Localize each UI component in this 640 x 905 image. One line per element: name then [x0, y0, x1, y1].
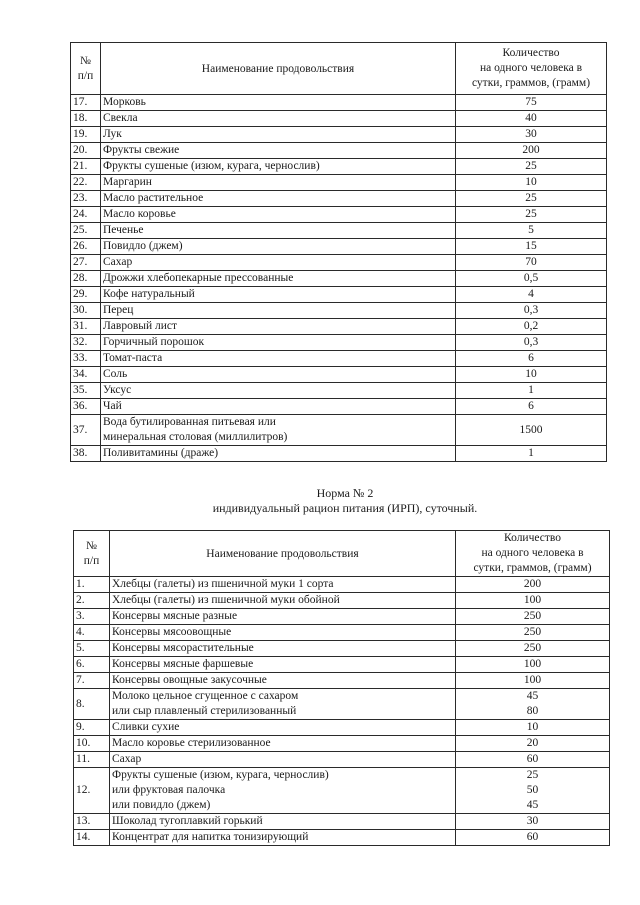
quantity-value: 200: [523, 578, 542, 590]
product-name: [101, 319, 456, 335]
table-row: [74, 720, 610, 736]
product-name: [110, 814, 456, 830]
table-row: [74, 641, 610, 657]
table-row: [71, 271, 607, 287]
quantity-grams: [456, 143, 607, 159]
product-name-line: Фрукты свежие: [103, 144, 180, 156]
table-row: [71, 111, 607, 127]
table-row: [71, 95, 607, 111]
quantity-value: 250: [523, 626, 542, 638]
quantity-value: 100: [523, 594, 542, 606]
row-number: 28.: [71, 271, 101, 287]
product-name-line: Томат-паста: [103, 352, 163, 364]
quantity-grams: [456, 303, 607, 319]
product-name-line: или повидло (джем): [112, 799, 211, 811]
quantity-grams: [456, 271, 607, 287]
quantity-grams: [456, 609, 610, 625]
row-number: 5.: [74, 641, 110, 657]
product-name: [101, 446, 456, 462]
row-number: 13.: [74, 814, 110, 830]
product-name: [101, 95, 456, 111]
product-name-line: Маргарин: [103, 176, 152, 188]
row-number: 32.: [71, 335, 101, 351]
table-row: [71, 127, 607, 143]
table-row: [74, 593, 610, 609]
table-row: [71, 159, 607, 175]
quantity-grams: [456, 351, 607, 367]
product-name: [101, 335, 456, 351]
quantity-grams: [456, 720, 610, 736]
table-row: [74, 657, 610, 673]
product-name: [110, 641, 456, 657]
product-name-line: Масло коровье стерилизованное: [112, 737, 271, 749]
product-name-line: Лавровый лист: [103, 320, 178, 332]
row-number: 21.: [71, 159, 101, 175]
row-number: 37.: [71, 415, 101, 446]
header-number-line: №: [86, 539, 97, 552]
table-row: [74, 752, 610, 768]
row-number: 38.: [71, 446, 101, 462]
quantity-value: 80: [526, 705, 539, 717]
table-row: [71, 446, 607, 462]
table-header-row: [71, 43, 607, 95]
product-name-line: Поливитамины (драже): [103, 447, 219, 459]
product-name: [101, 271, 456, 287]
product-name: [110, 625, 456, 641]
quantity-grams: [456, 593, 610, 609]
quantity-value: 1: [528, 447, 534, 459]
quantity-grams: [456, 415, 607, 446]
product-name-line: Шоколад тугоплавкий горький: [112, 815, 263, 827]
product-name: [110, 593, 456, 609]
table-row: [71, 415, 607, 446]
product-name: [101, 415, 456, 446]
product-name: [110, 657, 456, 673]
product-name-line: Морковь: [103, 96, 146, 108]
product-name: [101, 367, 456, 383]
product-name: [101, 383, 456, 399]
header-number: [74, 531, 110, 577]
product-name-line: Сливки сухие: [112, 721, 180, 733]
quantity-grams: [456, 127, 607, 143]
product-name: [101, 287, 456, 303]
row-number: 4.: [74, 625, 110, 641]
table-row: [71, 335, 607, 351]
quantity-grams: [456, 399, 607, 415]
header-quantity-line: на одного человека в: [479, 62, 583, 74]
product-name: [110, 609, 456, 625]
product-name-line: Консервы мясоовощные: [112, 626, 232, 638]
norm2-heading: [150, 486, 540, 516]
row-number: 7.: [74, 673, 110, 689]
product-name-line: или фруктовая палочка: [112, 784, 226, 796]
quantity-grams: [456, 446, 607, 462]
table-row: [71, 207, 607, 223]
table-row: [74, 689, 610, 720]
product-name: [110, 768, 456, 814]
row-number: 30.: [71, 303, 101, 319]
product-name: [101, 207, 456, 223]
product-name: [101, 127, 456, 143]
row-number: 19.: [71, 127, 101, 143]
product-name: [110, 689, 456, 720]
norm1-table-continued: [70, 42, 607, 462]
product-name-line: Консервы мясные разные: [112, 610, 238, 622]
row-number: 35.: [71, 383, 101, 399]
row-number: 17.: [71, 95, 101, 111]
quantity-value: 30: [525, 128, 537, 140]
header-number-line: п/п: [83, 554, 100, 567]
quantity-grams: [456, 159, 607, 175]
row-number: 26.: [71, 239, 101, 255]
quantity-value: 6: [528, 352, 534, 364]
header-quantity-line: сутки, граммов, (грамм): [473, 562, 592, 574]
row-number: 29.: [71, 287, 101, 303]
product-name-line: Фрукты сушеные (изюм, курага, чернослив): [112, 769, 329, 781]
table-header-row: [74, 531, 610, 577]
table-row: [71, 175, 607, 191]
quantity-value: 0,3: [523, 336, 539, 348]
table-row: [71, 383, 607, 399]
product-name: [110, 577, 456, 593]
table-row: [71, 239, 607, 255]
header-product-name: Наименование продовольствия: [110, 531, 456, 577]
product-name: [101, 351, 456, 367]
product-name-line: Перец: [103, 304, 134, 316]
product-name: [101, 191, 456, 207]
table-row: [74, 768, 610, 814]
quantity-grams: [456, 111, 607, 127]
quantity-value: 100: [523, 674, 542, 686]
norm2-table: [73, 530, 610, 846]
quantity-value: 40: [525, 112, 537, 124]
quantity-value: 30: [526, 815, 539, 827]
table-row: [71, 319, 607, 335]
quantity-value: 20: [526, 737, 539, 749]
product-name: [101, 399, 456, 415]
quantity-value: 45: [526, 690, 539, 702]
header-quantity-line: сутки, граммов, (грамм): [471, 77, 591, 89]
product-name-line: Лук: [103, 128, 122, 140]
quantity-value: 250: [523, 610, 542, 622]
product-name-line: Дрожжи хлебопекарные прессованные: [103, 272, 294, 284]
product-name-line: Сахар: [112, 753, 142, 765]
quantity-value: 45: [526, 799, 539, 811]
quantity-grams: [456, 255, 607, 271]
table-row: [74, 609, 610, 625]
quantity-grams: [456, 239, 607, 255]
quantity-grams: [456, 641, 610, 657]
table-row: [71, 255, 607, 271]
quantity-value: 0,3: [523, 304, 539, 316]
quantity-grams: [456, 383, 607, 399]
quantity-value: 25: [526, 769, 539, 781]
row-number: 18.: [71, 111, 101, 127]
header-quantity: [456, 531, 610, 577]
product-name-line: Соль: [103, 368, 128, 380]
table-row: [71, 143, 607, 159]
quantity-grams: [456, 736, 610, 752]
quantity-value: 6: [528, 400, 534, 412]
row-number: 33.: [71, 351, 101, 367]
quantity-grams: [456, 657, 610, 673]
row-number: 36.: [71, 399, 101, 415]
quantity-grams: [456, 95, 607, 111]
table-row: [74, 625, 610, 641]
header-quantity-line: Количество: [504, 532, 561, 544]
product-name-line: Печенье: [103, 224, 144, 236]
table-row: [71, 223, 607, 239]
header-quantity-line: Количество: [502, 47, 560, 59]
product-name: [101, 255, 456, 271]
row-number: 11.: [74, 752, 110, 768]
quantity-grams: [456, 752, 610, 768]
quantity-grams: [456, 689, 610, 720]
quantity-grams: [456, 577, 610, 593]
table-row: [71, 303, 607, 319]
product-name: [101, 303, 456, 319]
row-number: 8.: [74, 689, 110, 720]
header-quantity-line: на одного человека в: [481, 547, 584, 559]
quantity-grams: [456, 335, 607, 351]
product-name-line: Масло растительное: [103, 192, 204, 204]
row-number: 1.: [74, 577, 110, 593]
product-name-line: Фрукты сушеные (изюм, курага, чернослив): [103, 160, 320, 172]
product-name-line: Кофе натуральный: [103, 288, 195, 300]
product-name-line: Консервы овощные закусочные: [112, 674, 267, 686]
quantity-grams: [456, 207, 607, 223]
quantity-value: 10: [525, 368, 537, 380]
product-name: [101, 223, 456, 239]
quantity-value: 15: [525, 240, 537, 252]
row-number: 22.: [71, 175, 101, 191]
table-row: [71, 351, 607, 367]
row-number: 9.: [74, 720, 110, 736]
quantity-value: 200: [522, 144, 540, 156]
product-name: [101, 143, 456, 159]
product-name-line: Вода бутилированная питьевая или: [103, 416, 276, 428]
product-name: [110, 673, 456, 689]
product-name-line: Сахар: [103, 256, 133, 268]
header-number-line: №: [80, 54, 91, 67]
quantity-grams: [456, 191, 607, 207]
product-name-line: Масло коровье: [103, 208, 176, 220]
norm2-title: Норма № 2: [316, 486, 374, 500]
quantity-grams: [456, 673, 610, 689]
header-number-line: п/п: [77, 69, 94, 82]
product-name: [101, 111, 456, 127]
quantity-grams: [456, 625, 610, 641]
quantity-grams: [456, 175, 607, 191]
product-name-line: Свекла: [103, 112, 138, 124]
quantity-value: 25: [525, 160, 537, 172]
quantity-grams: [456, 287, 607, 303]
product-name-line: Молоко цельное сгущенное с сахаром: [112, 690, 299, 702]
product-name-line: минеральная столовая (миллилитров): [103, 431, 288, 443]
quantity-grams: [456, 319, 607, 335]
quantity-grams: [456, 814, 610, 830]
quantity-value: 60: [526, 831, 539, 843]
product-name: [110, 830, 456, 846]
row-number: 6.: [74, 657, 110, 673]
quantity-value: 75: [525, 96, 537, 108]
product-name-line: Чай: [103, 400, 122, 412]
table-row: [71, 399, 607, 415]
table-row: [74, 577, 610, 593]
table-row: [74, 736, 610, 752]
table-row: [74, 814, 610, 830]
header-product-name: Наименование продовольствия: [101, 43, 456, 95]
quantity-value: 70: [525, 256, 537, 268]
header-number: [71, 43, 101, 95]
quantity-grams: [456, 223, 607, 239]
product-name: [101, 239, 456, 255]
quantity-value: 4: [528, 288, 534, 300]
product-name-line: Хлебцы (галеты) из пшеничной муки 1 сорта: [112, 578, 334, 590]
product-name: [101, 159, 456, 175]
quantity-value: 5: [528, 224, 534, 236]
norm2-subtitle: индивидуальный рацион питания (ИРП), суточный.: [212, 501, 478, 515]
quantity-grams: [456, 830, 610, 846]
product-name-line: Хлебцы (галеты) из пшеничной муки обойной: [112, 594, 340, 606]
row-number: 25.: [71, 223, 101, 239]
row-number: 23.: [71, 191, 101, 207]
table-row: [71, 367, 607, 383]
product-name: [110, 720, 456, 736]
product-name-line: Горчичный порошок: [103, 336, 205, 348]
table-row: [74, 830, 610, 846]
header-quantity: [456, 43, 607, 95]
quantity-value: 60: [526, 753, 539, 765]
quantity-value: 25: [525, 208, 537, 220]
row-number: 24.: [71, 207, 101, 223]
quantity-value: 10: [526, 721, 539, 733]
table-row: [71, 287, 607, 303]
row-number: 2.: [74, 593, 110, 609]
quantity-grams: [456, 768, 610, 814]
product-name-line: Повидло (джем): [103, 240, 183, 252]
row-number: 3.: [74, 609, 110, 625]
product-name: [110, 736, 456, 752]
row-number: 12.: [74, 768, 110, 814]
product-name-line: Консервы мясные фаршевые: [112, 658, 254, 670]
product-name-line: Консервы мясорастительные: [112, 642, 254, 654]
row-number: 20.: [71, 143, 101, 159]
product-name: [110, 752, 456, 768]
row-number: 31.: [71, 319, 101, 335]
row-number: 10.: [74, 736, 110, 752]
quantity-value: 0,2: [523, 320, 539, 332]
quantity-value: 1500: [519, 423, 543, 436]
product-name-line: или сыр плавленый стерилизованный: [112, 705, 297, 717]
quantity-value: 50: [526, 784, 539, 796]
quantity-value: 100: [523, 658, 542, 670]
quantity-value: 250: [523, 642, 542, 654]
product-name-line: Концентрат для напитка тонизирующий: [112, 831, 309, 843]
quantity-value: 25: [525, 192, 537, 204]
product-name: [101, 175, 456, 191]
row-number: 14.: [74, 830, 110, 846]
quantity-grams: [456, 367, 607, 383]
quantity-value: 10: [525, 176, 537, 188]
quantity-value: 0,5: [523, 272, 539, 284]
row-number: 34.: [71, 367, 101, 383]
table-row: [71, 191, 607, 207]
row-number: 27.: [71, 255, 101, 271]
product-name-line: Уксус: [103, 384, 132, 396]
quantity-value: 1: [528, 384, 534, 396]
table-row: [74, 673, 610, 689]
